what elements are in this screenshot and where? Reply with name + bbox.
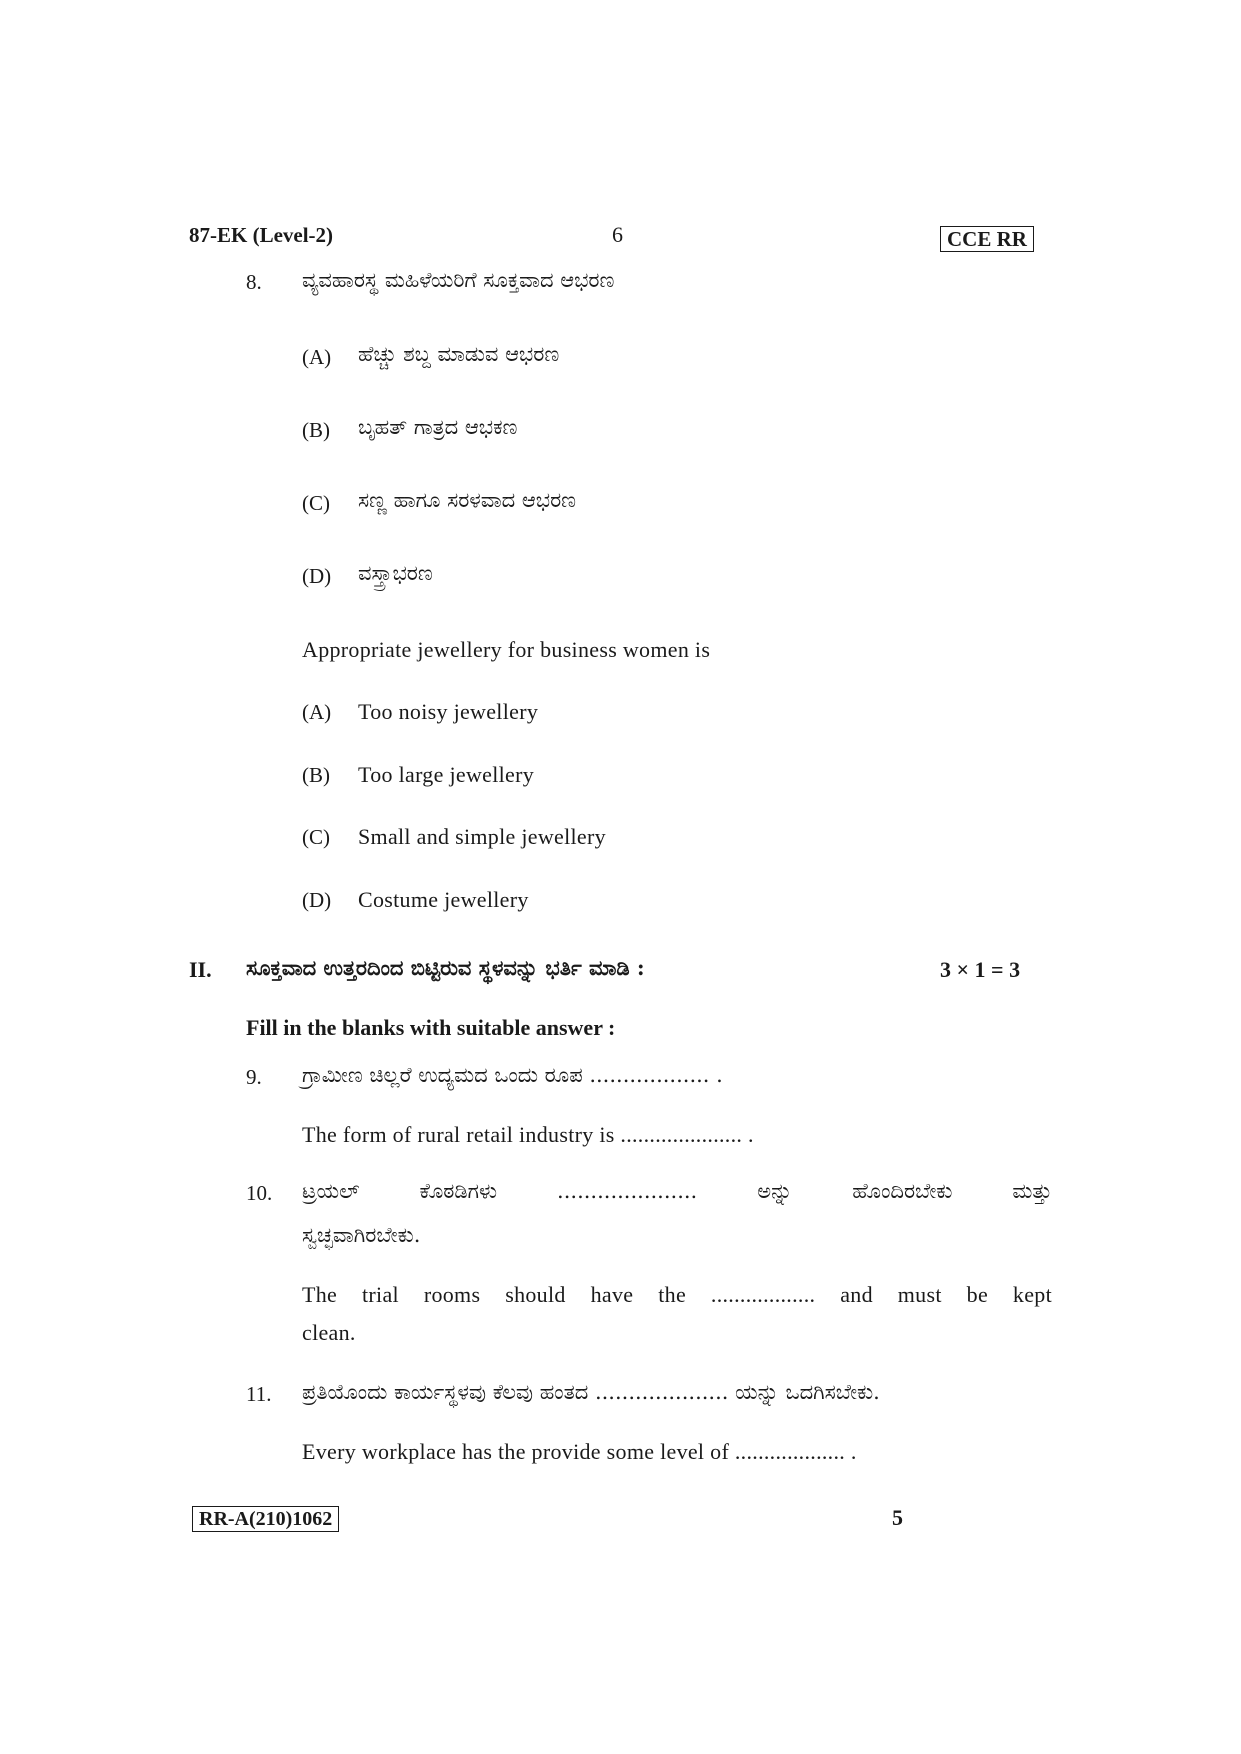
question-11-number: 11.: [246, 1382, 272, 1406]
question-9-kannada: ಗ್ರಾಮೀಣ ಚಿಲ್ಲರೆ ಉದ್ಯಮದ ಒಂದು ರೂಪ .................. .: [302, 1063, 723, 1087]
question-8-kannada: ವ್ಯವಹಾರಸ್ಥ ಮಹಿಳೆಯರಿಗೆ ಸೂಕ್ತವಾದ ಆಭರಣ: [302, 268, 615, 292]
q8-en-option-a: Too noisy jewellery: [358, 699, 539, 724]
q8-en-option-c-label: (C): [302, 825, 330, 849]
question-10-english-line1: The trial rooms should have the .................. and must be kept: [302, 1282, 1052, 1307]
q8-kn-option-a-label: (A): [302, 345, 332, 369]
question-10-kannada-line2: ಸ್ವಚ್ಛವಾಗಿರಬೇಕು.: [302, 1223, 421, 1247]
q8-en-option-b: Too large jewellery: [358, 762, 535, 787]
section-title-english: Fill in the blanks with suitable answer :: [246, 1015, 616, 1040]
q8-kn-option-d-label: (D): [302, 564, 332, 588]
series-badge: CCE RR: [940, 226, 1034, 252]
footer-number: 5: [892, 1505, 903, 1530]
question-9-number: 9.: [246, 1065, 262, 1089]
question-9-english: The form of rural retail industry is ..................... .: [302, 1122, 754, 1147]
q8-kn-option-c-label: (C): [302, 491, 330, 515]
q8-kn-option-d: ವಸ್ತ್ರಾಭರಣ: [358, 561, 433, 585]
question-10-english-line2: clean.: [302, 1320, 356, 1345]
q8-en-option-d: Costume jewellery: [358, 887, 529, 912]
section-marks: 3 × 1 = 3: [940, 957, 1021, 982]
q8-en-option-a-label: (A): [302, 700, 332, 724]
q8-kn-option-b: ಬೃಹತ್ ಗಾತ್ರದ ಆಭಕಣ: [358, 415, 518, 439]
q8-en-option-b-label: (B): [302, 763, 330, 787]
q8-kn-option-c: ಸಣ್ಣ ಹಾಗೂ ಸರಳವಾದ ಆಭರಣ: [358, 488, 577, 512]
section-numeral: II.: [189, 957, 212, 982]
q8-en-option-d-label: (D): [302, 888, 332, 912]
footer-code: RR-A(210)1062: [192, 1506, 339, 1532]
question-11-english: Every workplace has the provide some level of ................... .: [302, 1439, 857, 1464]
q8-en-option-c: Small and simple jewellery: [358, 824, 606, 849]
section-title-kannada: ಸೂಕ್ತವಾದ ಉತ್ತರದಿಂದ ಬಿಟ್ಟಿರುವ ಸ್ಥಳವನ್ನು ಭರ್ತಿ ಮಾಡಿ :: [246, 955, 645, 980]
question-11-kannada: ಪ್ರತಿಯೊಂದು ಕಾರ್ಯಸ್ಥಳವು ಕೆಲವು ಹಂತದ .................... ಯನ್ನು ಒದಗಿಸಬೇಕು.: [302, 1380, 880, 1404]
page-number: 6: [612, 222, 624, 247]
question-8-number: 8.: [246, 270, 262, 294]
paper-code: 87-EK (Level-2): [189, 223, 334, 247]
question-8-english: Appropriate jewellery for business women is: [302, 637, 711, 662]
q8-kn-option-a: ಹೆಚ್ಚು ಶಬ್ದ ಮಾಡುವ ಆಭರಣ: [358, 342, 560, 366]
q8-kn-option-b-label: (B): [302, 418, 330, 442]
question-10-number: 10.: [246, 1181, 273, 1205]
question-10-kannada-line1: ಟ್ರಯಲ್ ಕೊಠಡಿಗಳು ..................... ಅನ್ನು ಹೊಂದಿರಬೇಕು ಮತ್ತು: [302, 1179, 1052, 1203]
